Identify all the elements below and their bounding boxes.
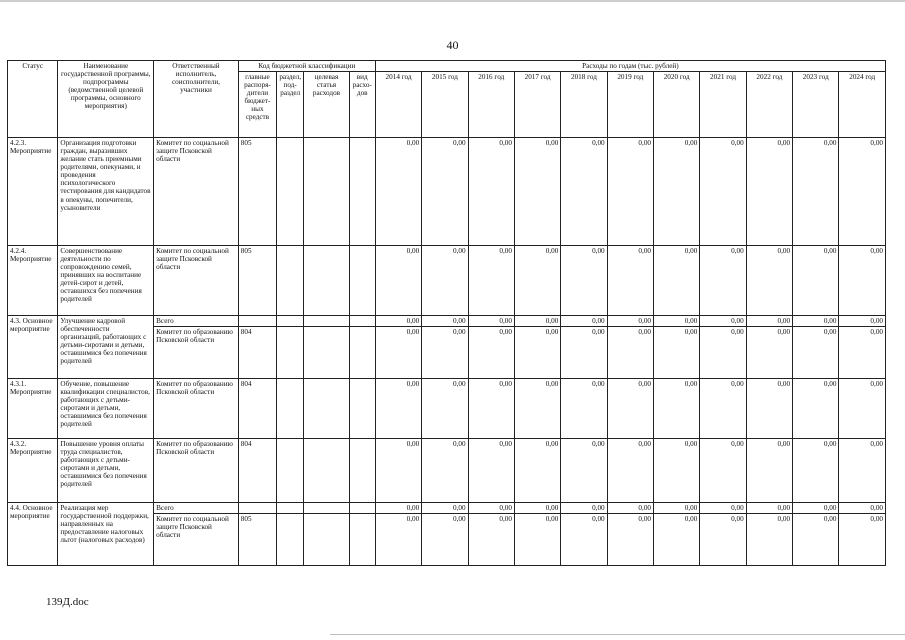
section-cell — [277, 138, 304, 246]
header-section: раздел, под-раздел — [277, 72, 304, 138]
value-cell: 0,00 — [746, 138, 792, 246]
executor-cell: Комитет по социальной защите Псковской области — [154, 246, 239, 316]
value-cell: 0,00 — [468, 379, 514, 439]
total-value-cell: 0,00 — [654, 503, 700, 514]
value-cell: 0,00 — [607, 514, 653, 566]
section-cell — [277, 503, 304, 514]
value-cell: 0,00 — [422, 327, 468, 379]
total-value-cell: 0,00 — [375, 316, 421, 327]
value-cell: 0,00 — [700, 514, 746, 566]
executor-cell: Комитет по образованию Псковской области — [154, 439, 239, 503]
header-year: 2019 год — [607, 72, 653, 138]
executor-cell: Комитет по образованию Псковской области — [154, 379, 239, 439]
total-value-cell: 0,00 — [375, 503, 421, 514]
header-year: 2016 год — [468, 72, 514, 138]
value-cell: 0,00 — [561, 439, 607, 503]
status-cell: 4.3.1. Мероприятие — [8, 379, 58, 439]
expense-type-cell — [349, 514, 375, 566]
name-cell: Улучшение кадровой обеспеченности организаций, работающих с детьми-сиротами и детьми, оставшимися без попечения родителей — [58, 316, 154, 379]
section-cell — [277, 246, 304, 316]
total-value-cell: 0,00 — [839, 503, 886, 514]
header-grbs: главные распоря-дители бюджет-ных средств — [238, 72, 276, 138]
value-cell: 0,00 — [468, 138, 514, 246]
value-cell: 0,00 — [700, 327, 746, 379]
value-cell: 0,00 — [746, 379, 792, 439]
total-value-cell: 0,00 — [700, 503, 746, 514]
value-cell: 0,00 — [607, 246, 653, 316]
value-cell: 0,00 — [839, 138, 886, 246]
header-year: 2023 год — [793, 72, 839, 138]
value-cell: 0,00 — [654, 379, 700, 439]
value-cell: 0,00 — [468, 327, 514, 379]
value-cell: 0,00 — [561, 514, 607, 566]
value-cell: 0,00 — [700, 138, 746, 246]
total-value-cell: 0,00 — [561, 503, 607, 514]
value-cell: 0,00 — [793, 439, 839, 503]
total-value-cell: 0,00 — [422, 316, 468, 327]
value-cell: 0,00 — [839, 439, 886, 503]
value-cell: 0,00 — [514, 439, 560, 503]
header-year: 2014 год — [375, 72, 421, 138]
table-row — [8, 246, 886, 316]
value-cell: 0,00 — [468, 514, 514, 566]
value-cell: 0,00 — [375, 138, 421, 246]
section-cell — [277, 327, 304, 379]
value-cell: 0,00 — [514, 514, 560, 566]
total-value-cell: 0,00 — [839, 316, 886, 327]
status-cell: 4.2.3. Мероприятие — [8, 138, 58, 246]
value-cell: 0,00 — [839, 514, 886, 566]
grbs-cell — [238, 503, 276, 514]
value-cell: 0,00 — [561, 327, 607, 379]
value-cell: 0,00 — [654, 327, 700, 379]
value-cell: 0,00 — [514, 327, 560, 379]
grbs-cell: 804 — [238, 439, 276, 503]
executor-cell: Комитет по социальной защите Псковской области — [154, 138, 239, 246]
target-article-cell — [304, 379, 349, 439]
target-article-cell — [304, 514, 349, 566]
value-cell: 0,00 — [607, 379, 653, 439]
executor-cell: Комитет по образованию Псковской области — [154, 327, 239, 379]
value-cell: 0,00 — [422, 138, 468, 246]
budget-table — [7, 60, 886, 566]
grbs-cell: 805 — [238, 246, 276, 316]
header-year: 2020 год — [654, 72, 700, 138]
executor-cell: Комитет по социальной защите Псковской области — [154, 514, 239, 566]
target-article-cell — [304, 316, 349, 327]
name-cell: Обучение, повышение квалификации специалистов, работающих с детьми-сиротами и детьми, оставшимися без попечения родителей — [58, 379, 154, 439]
value-cell: 0,00 — [375, 246, 421, 316]
total-value-cell: 0,00 — [468, 503, 514, 514]
value-cell: 0,00 — [746, 514, 792, 566]
grbs-cell: 804 — [238, 379, 276, 439]
name-cell: Реализация мер государственной поддержки, направленных на предоставление налоговых льгот (налоговых расходов) — [58, 503, 154, 566]
table-row-total — [8, 316, 886, 327]
value-cell: 0,00 — [654, 514, 700, 566]
grbs-cell: 804 — [238, 327, 276, 379]
status-cell: 4.3.2. Мероприятие — [8, 439, 58, 503]
value-cell: 0,00 — [793, 514, 839, 566]
value-cell: 0,00 — [654, 439, 700, 503]
total-value-cell: 0,00 — [746, 316, 792, 327]
value-cell: 0,00 — [561, 246, 607, 316]
header-year: 2022 год — [746, 72, 792, 138]
target-article-cell — [304, 439, 349, 503]
value-cell: 0,00 — [793, 327, 839, 379]
total-value-cell: 0,00 — [746, 503, 792, 514]
value-cell: 0,00 — [422, 439, 468, 503]
expense-type-cell — [349, 316, 375, 327]
table-row — [8, 138, 886, 246]
value-cell: 0,00 — [422, 514, 468, 566]
total-value-cell: 0,00 — [700, 316, 746, 327]
scan-edge-top — [0, 0, 905, 2]
name-cell: Организация подготовки граждан, выразивших желание стать приемными родителями, опекунами, и проведения психологического тестирования для кандидатов в опекуны, попечители, усыновители — [58, 138, 154, 246]
footer-filename: 139Д.doc — [46, 596, 89, 608]
name-cell: Совершенствование деятельности по сопровождению семей, принявших на воспитание детей-сирот и детей, оставшихся без попечения родителей — [58, 246, 154, 316]
total-value-cell: 0,00 — [514, 316, 560, 327]
table-row — [8, 379, 886, 439]
section-cell — [277, 439, 304, 503]
table-header — [8, 61, 886, 138]
header-year: 2021 год — [700, 72, 746, 138]
value-cell: 0,00 — [468, 246, 514, 316]
total-value-cell: 0,00 — [607, 316, 653, 327]
total-label-cell: Всего — [154, 503, 239, 514]
header-budget-code: Код бюджетной классификации — [238, 61, 375, 72]
section-cell — [277, 379, 304, 439]
value-cell: 0,00 — [839, 246, 886, 316]
scan-edge-bottom — [330, 634, 905, 635]
expense-type-cell — [349, 503, 375, 514]
expense-type-cell — [349, 379, 375, 439]
value-cell: 0,00 — [422, 379, 468, 439]
total-value-cell: 0,00 — [468, 316, 514, 327]
value-cell: 0,00 — [793, 246, 839, 316]
grbs-cell: 805 — [238, 138, 276, 246]
value-cell: 0,00 — [375, 379, 421, 439]
value-cell: 0,00 — [468, 439, 514, 503]
value-cell: 0,00 — [514, 138, 560, 246]
expense-type-cell — [349, 327, 375, 379]
total-value-cell: 0,00 — [793, 503, 839, 514]
value-cell: 0,00 — [839, 327, 886, 379]
value-cell: 0,00 — [654, 246, 700, 316]
section-cell — [277, 316, 304, 327]
total-value-cell: 0,00 — [607, 503, 653, 514]
value-cell: 0,00 — [839, 379, 886, 439]
table-row — [8, 439, 886, 503]
target-article-cell — [304, 246, 349, 316]
value-cell: 0,00 — [700, 246, 746, 316]
header-year: 2015 год — [422, 72, 468, 138]
value-cell: 0,00 — [654, 138, 700, 246]
grbs-cell — [238, 316, 276, 327]
value-cell: 0,00 — [607, 138, 653, 246]
name-cell: Повышение уровня оплаты труда специалистов, работающих с детьми-сиротами и детьми, оставшимися без попечения родителей — [58, 439, 154, 503]
value-cell: 0,00 — [375, 439, 421, 503]
header-year: 2024 год — [839, 72, 886, 138]
header-expenses: Расходы по годам (тыс. рублей) — [375, 61, 885, 72]
value-cell: 0,00 — [607, 439, 653, 503]
value-cell: 0,00 — [514, 246, 560, 316]
header-expense-type: вид расхо-дов — [349, 72, 375, 138]
value-cell: 0,00 — [422, 246, 468, 316]
expense-type-cell — [349, 138, 375, 246]
value-cell: 0,00 — [375, 327, 421, 379]
header-executor: Ответственный исполнитель, соисполнители, участники — [154, 61, 239, 138]
total-value-cell: 0,00 — [514, 503, 560, 514]
header-status: Статус — [8, 61, 58, 138]
target-article-cell — [304, 503, 349, 514]
target-article-cell — [304, 327, 349, 379]
value-cell: 0,00 — [700, 439, 746, 503]
value-cell: 0,00 — [746, 327, 792, 379]
total-value-cell: 0,00 — [654, 316, 700, 327]
header-name: Наименование государственной программы, подпрограммы (ведомственной целевой программы, основного мероприятия) — [58, 61, 154, 138]
header-target-article: целевая статья расходов — [304, 72, 349, 138]
expense-type-cell — [349, 439, 375, 503]
status-cell: 4.3. Основное мероприятие — [8, 316, 58, 379]
header-year: 2018 год — [561, 72, 607, 138]
value-cell: 0,00 — [514, 379, 560, 439]
total-value-cell: 0,00 — [793, 316, 839, 327]
expense-type-cell — [349, 246, 375, 316]
target-article-cell — [304, 138, 349, 246]
status-cell: 4.4. Основное мероприятие — [8, 503, 58, 566]
value-cell: 0,00 — [793, 138, 839, 246]
status-cell: 4.2.4. Мероприятие — [8, 246, 58, 316]
value-cell: 0,00 — [607, 327, 653, 379]
total-label-cell: Всего — [154, 316, 239, 327]
value-cell: 0,00 — [746, 439, 792, 503]
value-cell: 0,00 — [793, 379, 839, 439]
total-value-cell: 0,00 — [561, 316, 607, 327]
total-value-cell: 0,00 — [422, 503, 468, 514]
value-cell: 0,00 — [700, 379, 746, 439]
page-number: 40 — [446, 38, 459, 52]
value-cell: 0,00 — [561, 379, 607, 439]
value-cell: 0,00 — [746, 246, 792, 316]
grbs-cell: 805 — [238, 514, 276, 566]
value-cell: 0,00 — [375, 514, 421, 566]
section-cell — [277, 514, 304, 566]
header-year: 2017 год — [514, 72, 560, 138]
value-cell: 0,00 — [561, 138, 607, 246]
table-row-total — [8, 503, 886, 514]
